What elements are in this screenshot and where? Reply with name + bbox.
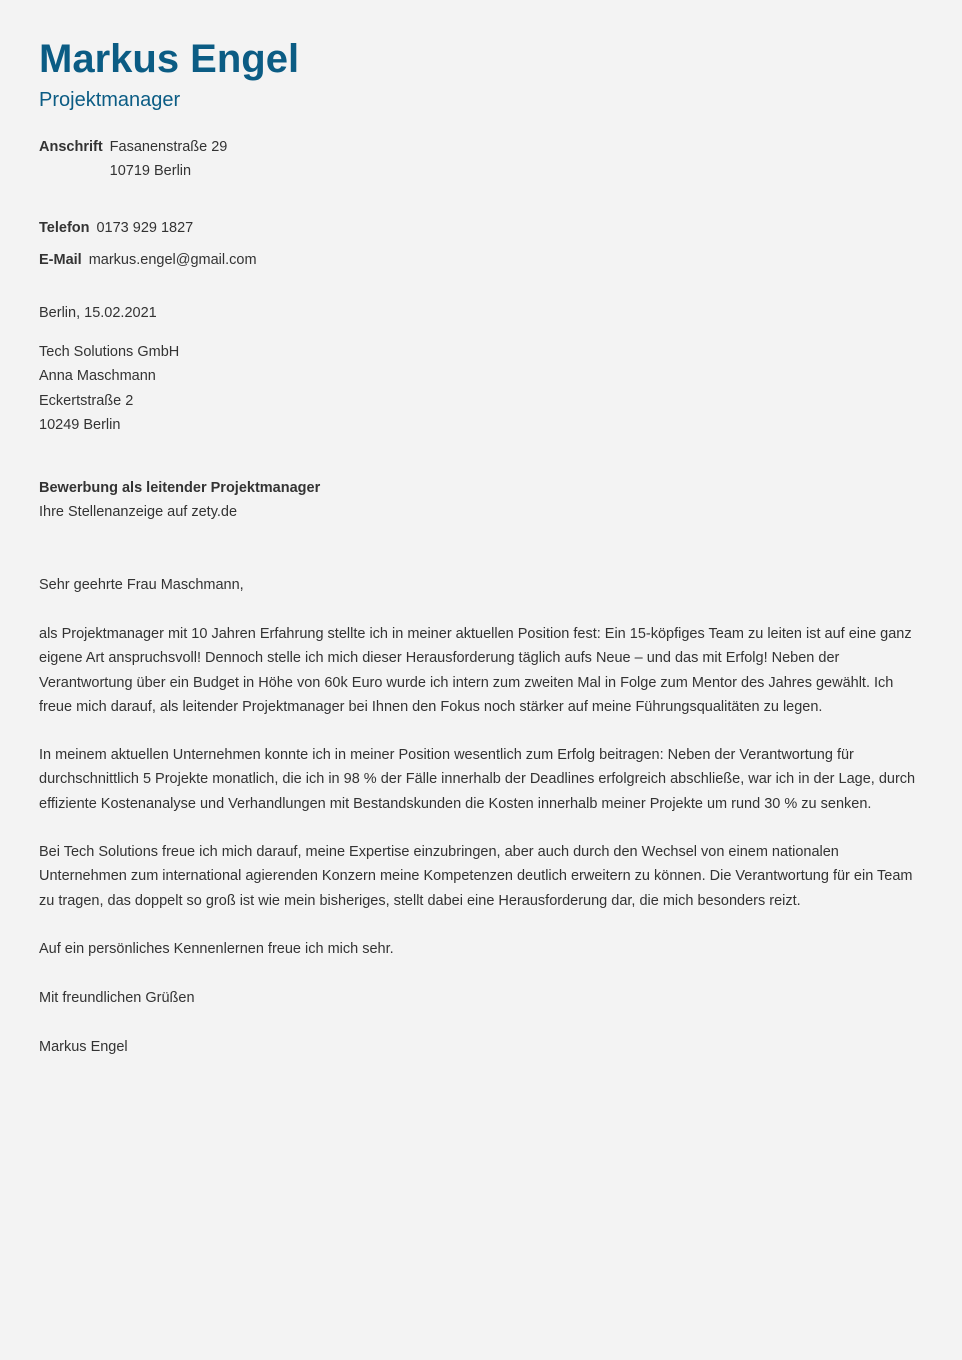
- recipient-address: [39, 340, 179, 437]
- body-paragraph-2: In meinem aktuellen Unternehmen konnte ich in meiner Position wesentlich zum Erfolg beitragen: Neben der Verantwortung für durchschnittlich 5 Projekte monatlich, die ich in 98 % der Fälle innerhalb der Deadlines erfolgreich abschließe, war ich in der Lage, durch effiziente Kostenanalyse und Verhandlungen mit Bestandskunden die Kosten innerhalb meiner Projekte um rund 30 % zu senken.: [39, 747, 916, 812]
- letter-closing: Mit freundlichen Grüßen: [39, 990, 195, 1006]
- applicant-name: Markus Engel: [39, 37, 300, 81]
- subject-reference: Ihre Stellenanzeige auf zety.de: [39, 504, 238, 521]
- address-label: Anschrift: [39, 139, 103, 155]
- email-label: E-Mail: [39, 252, 82, 268]
- recipient-company: Tech Solutions GmbH: [39, 344, 180, 360]
- recipient-city: 10249 Berlin: [39, 416, 121, 433]
- letter-signature: Markus Engel: [39, 1039, 128, 1055]
- letter-date: Berlin, 15.02.2021: [39, 305, 157, 321]
- contact-address: [39, 135, 227, 183]
- letter-subject: [39, 476, 320, 525]
- address-line-street: Fasanenstraße 29: [109, 139, 228, 155]
- body-paragraph-4: Auf ein persönliches Kennenlernen freue ich mich sehr.: [39, 941, 394, 957]
- body-paragraph-1: als Projektmanager mit 10 Jahren Erfahrung stellte ich in meiner aktuellen Position fest: Ein 15-köpfiges Team zu leiten ist auf eine ganz eigene Art anspruchsvoll! Dennoch stelle ich mich dieser Herausforderung täglich aufs Neue – und das mit Erfolg! Neben der Verantwortung über ein Budget in Höhe von 60k Euro wurde ich intern zum zweiten Mal in Folge zum Mentor des Jahres gewählt. Ich freue mich darauf, als leitender Projektmanager bei Ihnen den Fokus noch stärker auf meine Führungsqualitäten zu legen.: [39, 626, 912, 715]
- recipient-street: Eckertstraße 2: [39, 392, 134, 409]
- contact-email: [39, 248, 257, 272]
- address-line-city: 10719 Berlin: [109, 163, 192, 179]
- recipient-person: Anna Maschmann: [39, 368, 156, 385]
- contact-phone: [39, 216, 193, 240]
- letter-salutation: Sehr geehrte Frau Maschmann,: [39, 577, 244, 593]
- applicant-job-title: Projektmanager: [39, 89, 181, 111]
- email-value: markus.engel@gmail.com: [88, 252, 257, 268]
- address-value: [110, 135, 228, 183]
- phone-label: Telefon: [39, 220, 90, 236]
- phone-value: 0173 929 1827: [96, 220, 194, 236]
- subject-title: Bewerbung als leitender Projektmanager: [39, 480, 321, 496]
- body-paragraph-3: Bei Tech Solutions freue ich mich darauf, meine Expertise einzubringen, aber auch durch den Wechsel von einem nationalen Unternehmen zum international agierenden Konzern meine Kompetenzen deutlich erweitern zu können. Die Verantwortung für ein Team zu tragen, das doppelt so groß ist wie mein bisheriges, stellt dabei eine Herausforderung dar, die mich besonders reizt.: [39, 844, 913, 909]
